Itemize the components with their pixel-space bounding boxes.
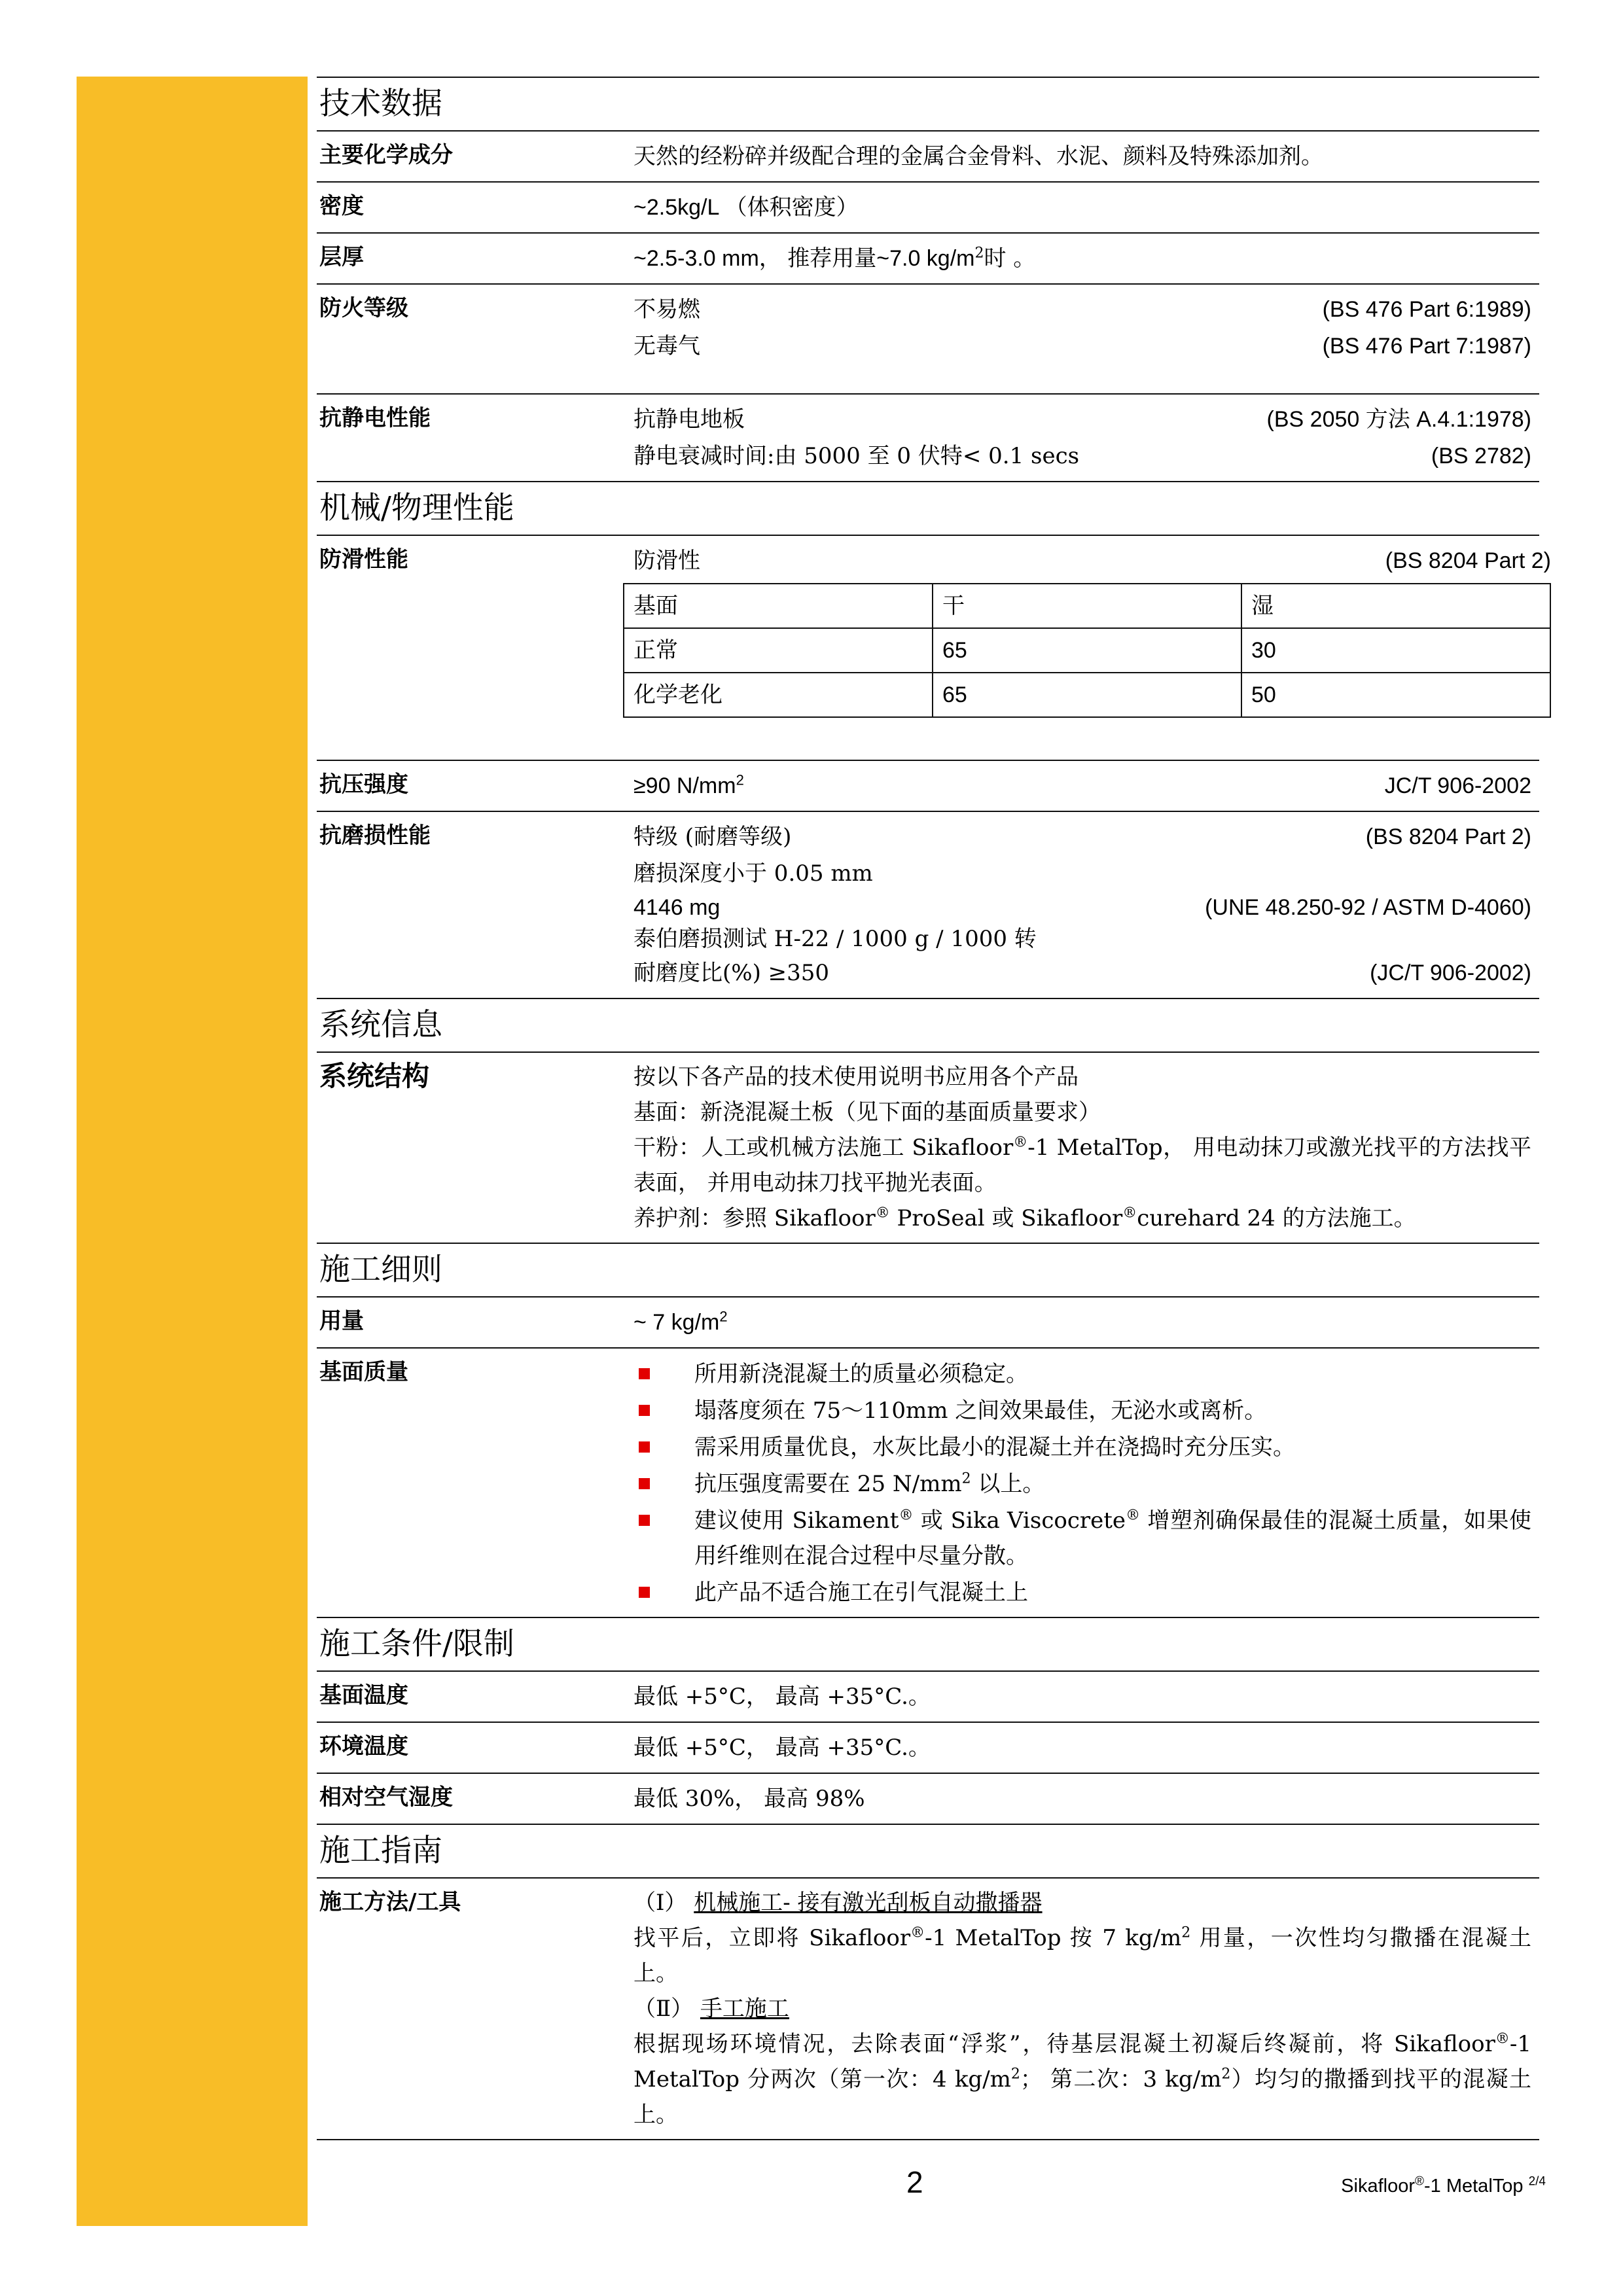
list-item: 塌落度须在 75～110mm 之间效果最佳，无泌水或离析。: [633, 1392, 1531, 1428]
section-title-guide: 施工指南: [317, 1824, 1539, 1877]
method-heading-2: （Ⅱ） 手工施工: [633, 1996, 789, 2022]
table-cell: 65: [933, 673, 1241, 717]
struct-line-2: 基面：新浇混凝土板（见下面的基面质量要求）: [633, 1099, 1101, 1125]
antistatic-line-1: 抗静电地板 (BS 2050 方法 A.4.1:1978): [633, 406, 1531, 433]
section-title-mechanical: 机械/物理性能: [317, 481, 1539, 535]
envtemp-label: 环境温度: [319, 1733, 408, 1759]
thickness-label: 层厚: [319, 244, 364, 270]
chem-value: 天然的经粉碎并级配合理的金属合金骨料、水泥、颜料及特殊添加剂。: [633, 143, 1323, 169]
bullet-square-icon: [639, 1405, 650, 1416]
section-title-tech: 技术数据: [317, 77, 1539, 130]
density-label: 密度: [319, 193, 364, 219]
row-compressive: [317, 760, 1539, 811]
chem-label: 主要化学成分: [319, 142, 453, 168]
row-substrate-temp: [317, 1670, 1539, 1722]
list-item: 此产品不适合施工在引气混凝土上: [633, 1574, 1531, 1610]
row-usage: [317, 1296, 1539, 1347]
list-item: 建议使用 Sikament® 或 Sika Viscocrete® 增塑剂确保最佳的混凝土质量，如果使用纤维则在混合过程中尽量分散。: [633, 1502, 1531, 1574]
method-heading-1: （Ⅰ） 机械施工- 接有激光刮板自动撒播器: [633, 1890, 1043, 1916]
row-fire: [317, 283, 1539, 393]
table-cell: 30: [1241, 628, 1550, 673]
comp-line: ≥90 $N/mm^2$ JC/T 906-2002: [633, 771, 1531, 798]
footer-product: Sikafloor®-1 MetalTop $^{2/4}$: [1341, 2174, 1546, 2197]
usage-value: ~ 7 $kg/m^2$: [633, 1308, 728, 1335]
row-density: [317, 181, 1539, 232]
abr-line-3: 4146 mg (UNE 48.250-92 / ASTM D-4060): [633, 895, 1531, 920]
table-cell: 湿: [1241, 584, 1550, 628]
row-thickness: [317, 232, 1539, 283]
bullet-square-icon: [639, 1478, 650, 1489]
abr-line-1: 特级 (耐磨等级) (BS 8204 Part 2): [633, 824, 1531, 850]
hum-label: 相对空气湿度: [319, 1784, 453, 1810]
sidebar-color-band: [77, 77, 308, 2226]
struct-label: 系统结构: [319, 1060, 430, 1092]
slip-label: 防滑性能: [319, 546, 408, 573]
row-structure: [317, 1051, 1539, 1243]
table-cell: 干: [933, 584, 1241, 628]
table-cell: 50: [1241, 673, 1550, 717]
slip-table: [623, 583, 1551, 718]
comp-label: 抗压强度: [319, 771, 408, 798]
fire-line-2: 无毒气 (BS 476 Part 7:1987): [633, 333, 1531, 359]
abr-line-5: 耐磨度比(%) ≥350 (JC/T 906-2002): [633, 960, 1531, 986]
method-para-2: 根据现场环境情况，去除表面“浮浆”，待基层混凝土初凝后终凝前，将 Sikafloor®-1 MetalTop 分两次（第一次：4 $kg/m^2$； 第二次：3 $kg/m^2$）均匀的撒播到找平的混凝土上。: [633, 2030, 1532, 2128]
section-title-system: 系统信息: [317, 998, 1539, 1051]
section-title-details: 施工细则: [317, 1243, 1539, 1296]
struct-line-4: 养护剂：参照 Sikafloor® ProSeal 或 Sikafloor®curehard 24 的方法施工。: [633, 1205, 1416, 1231]
struct-line-1: 按以下各产品的技术使用说明书应用各个产品: [633, 1064, 1079, 1090]
antistatic-label: 抗静电性能: [319, 405, 431, 431]
abr-line-2: 磨损深度小于 0.05 mm: [633, 860, 873, 887]
page-number: 2: [906, 2165, 923, 2199]
subtemp-label: 基面温度: [319, 1682, 408, 1708]
row-abrasion: [317, 811, 1539, 998]
table-row: [624, 584, 1550, 628]
sub-quality-label: 基面质量: [319, 1359, 408, 1385]
list-item: 抗压强度需要在 25 $N/mm^2$ 以上。: [633, 1465, 1531, 1502]
slip-line: 防滑性 (BS 8204 Part 2): [633, 548, 1551, 574]
bullet-square-icon: [639, 1515, 650, 1526]
table-cell: 基面: [624, 584, 933, 628]
list-item: 所用新浇混凝土的质量必须稳定。: [633, 1355, 1531, 1392]
document-content: [317, 77, 1551, 2140]
fire-label: 防火等级: [319, 295, 408, 321]
row-env-temp: [317, 1722, 1539, 1773]
row-method: [317, 1877, 1539, 2140]
table-cell: 化学老化: [624, 673, 933, 717]
list-item: 需采用质量优良，水灰比最小的混凝土并在浇捣时充分压实。: [633, 1428, 1531, 1465]
subtemp-value: 最低 +5°C， 最高 +35°C.。: [633, 1684, 931, 1710]
envtemp-value: 最低 +5°C， 最高 +35°C.。: [633, 1735, 931, 1761]
table-cell: 65: [933, 628, 1241, 673]
usage-label: 用量: [319, 1308, 364, 1334]
bullet-square-icon: [639, 1587, 650, 1598]
row-slip: [317, 535, 1551, 760]
row-antistatic: [317, 393, 1539, 481]
method-para-1: 找平后，立即将 Sikafloor®-1 MetalTop 按 7 $kg/m^2$ 用量，一次性均匀撒播在混凝土上。: [633, 1924, 1532, 1987]
struct-line-3: 干粉：人工或机械方法施工 Sikafloor®-1 MetalTop， 用电动抹刀或激光找平的方法找平表面， 并用电动抹刀找平抛光表面。: [633, 1134, 1532, 1196]
hum-value: 最低 30%， 最高 98%: [633, 1786, 865, 1812]
row-substrate-quality: [317, 1347, 1539, 1617]
table-row: [624, 628, 1550, 673]
method-label: 施工方法/工具: [319, 1889, 461, 1915]
row-chemical: [317, 130, 1539, 181]
table-cell: 正常: [624, 628, 933, 673]
section-title-conditions: 施工条件/限制: [317, 1617, 1539, 1670]
table-row: [624, 673, 1550, 717]
bullet-square-icon: [639, 1441, 650, 1453]
abr-line-4: 泰伯磨损测试 H-22 / 1000 g / 1000 转: [633, 926, 1037, 952]
thickness-value: ~2.5-3.0 mm， 推荐用量~7.0 $kg/m^2$时 。: [633, 245, 1036, 272]
fire-line-1: 不易燃 (BS 476 Part 6:1989): [633, 296, 1531, 323]
row-humidity: [317, 1773, 1539, 1824]
bullet-square-icon: [639, 1368, 650, 1379]
abr-label: 抗磨损性能: [319, 822, 431, 849]
antistatic-line-2: 静电衰减时间:由 5000 至 0 伏特< 0.1 secs (BS 2782): [633, 443, 1531, 469]
substrate-bullets: [633, 1355, 1531, 1610]
density-value: ~2.5kg/L （体积密度）: [633, 195, 859, 220]
